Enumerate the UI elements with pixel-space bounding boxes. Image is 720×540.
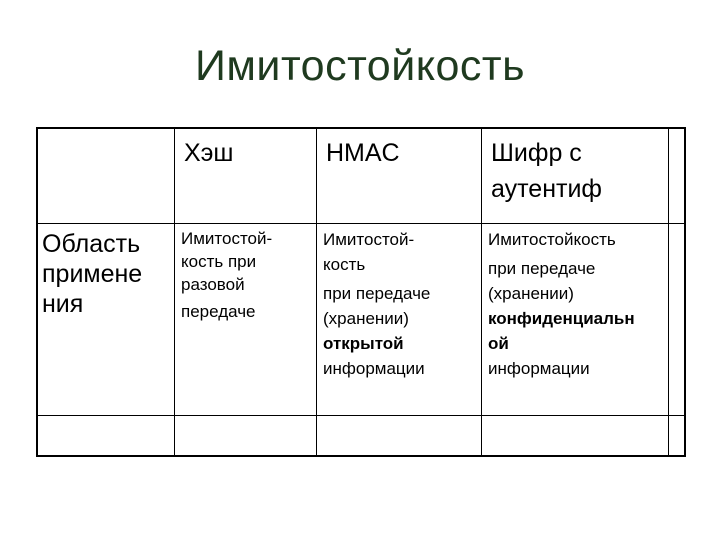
row-label-line: ния: [42, 290, 84, 318]
cell-line: (хранении): [488, 284, 574, 303]
header-hmac: HMAC: [326, 139, 400, 167]
header-cipher-line: аутентиф: [491, 175, 602, 203]
table-divider: [481, 129, 482, 455]
table-divider: [38, 415, 684, 416]
table-divider: [668, 129, 669, 455]
cell-line: при передаче: [488, 259, 596, 278]
table-divider: [174, 129, 175, 455]
cell-line: кость при: [181, 252, 257, 271]
cell-line: разовой: [181, 275, 245, 294]
table-divider: [316, 129, 317, 455]
cell-line: при передаче: [323, 284, 431, 303]
row-label-line: Область: [42, 230, 141, 258]
comparison-table: [36, 127, 686, 457]
cell-line-emphasis: ой: [488, 334, 509, 353]
cell-line-emphasis: открытой: [323, 334, 404, 353]
cell-line: информации: [488, 359, 590, 378]
cell-hash-usage: [181, 227, 272, 323]
header-cipher-line: Шифр с: [491, 139, 582, 167]
cell-hmac-usage: [323, 227, 430, 381]
cell-line: Имитостой-: [323, 230, 415, 249]
cell-line-emphasis: конфиденциальн: [488, 309, 635, 328]
cell-cipher-usage: [488, 227, 635, 381]
cell-line: передаче: [181, 302, 256, 321]
header-cipher: [491, 135, 602, 207]
cell-line: Имитостойкость: [488, 230, 616, 249]
header-hash: Хэш: [184, 139, 234, 167]
table-divider: [38, 223, 684, 224]
cell-line: Имитостой-: [181, 229, 273, 248]
row-label-area: [42, 229, 142, 319]
row-label-line: примене: [42, 260, 143, 288]
slide-title: Имитостойкость: [194, 42, 526, 90]
cell-line: кость: [323, 255, 366, 274]
cell-line: (хранении): [323, 309, 409, 328]
cell-line: информации: [323, 359, 425, 378]
